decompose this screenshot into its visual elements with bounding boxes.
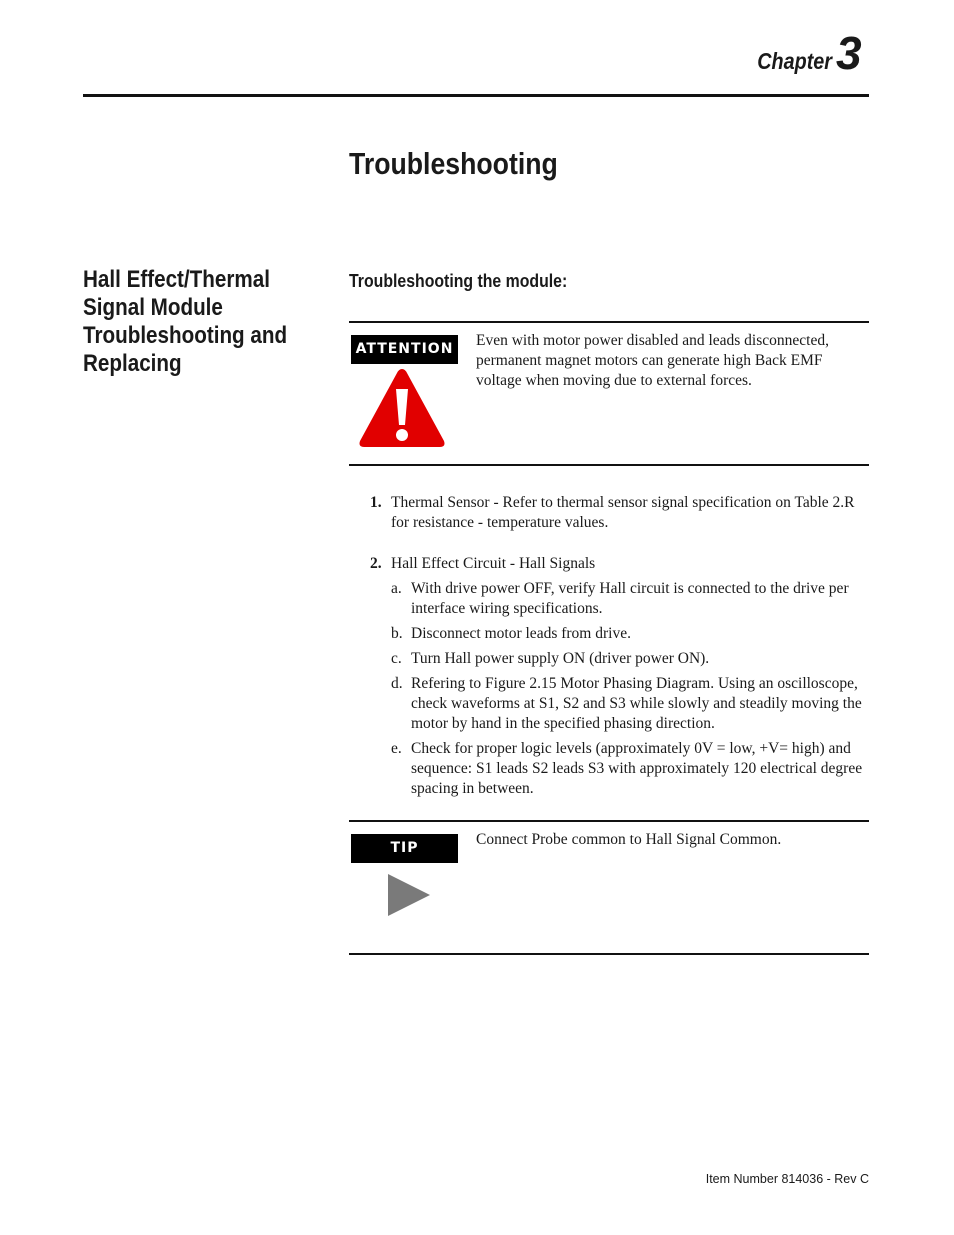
troubleshooting-steps (370, 493, 870, 804)
step-text: Hall Effect Circuit - Hall Signals (391, 555, 596, 572)
page-title: Troubleshooting (349, 146, 558, 181)
step-1 (370, 493, 870, 533)
step-number: 2. (370, 555, 382, 572)
chapter-label: Chapter (757, 48, 832, 74)
substep-e (370, 739, 870, 799)
tip-bottom-rule (349, 953, 869, 955)
step-text: Thermal Sensor - Refer to thermal sensor signal specification on Table 2.R for resistance - temperature values. (391, 494, 855, 531)
substep-text: Check for proper logic levels (approximately 0V = low, +V= high) and sequence: S1 leads S2 leads S3 with approximately 120 electrical degree spacing in between. (411, 740, 863, 797)
substep-a (370, 579, 870, 619)
substep-letter: d. (391, 675, 403, 692)
tip-label: TIP (351, 834, 458, 863)
attention-bottom-rule (349, 464, 869, 466)
attention-label: ATTENTION (351, 335, 458, 364)
step-2 (370, 554, 870, 574)
side-heading: Hall Effect/Thermal Signal Module Troubleshooting and Replacing (83, 266, 288, 377)
section-subtitle: Troubleshooting the module: (349, 271, 568, 291)
step-number: 1. (370, 494, 382, 511)
header-rule (83, 94, 869, 97)
substep-d (370, 674, 870, 734)
play-arrow-icon (386, 872, 432, 918)
substep-letter: b. (391, 625, 403, 642)
tip-text: Connect Probe common to Hall Signal Common. (476, 831, 782, 848)
warning-triangle-icon (356, 365, 448, 451)
substep-b (370, 624, 870, 644)
attention-top-rule (349, 321, 869, 323)
chapter-number: 3 (836, 27, 862, 79)
substep-letter: e. (391, 740, 402, 757)
substep-letter: c. (391, 650, 402, 667)
substep-text: Disconnect motor leads from drive. (411, 625, 631, 642)
step-2-substeps (370, 579, 870, 799)
substep-text: With drive power OFF, verify Hall circuit is connected to the drive per interface wiring specifications. (411, 580, 849, 617)
substep-text: Refering to Figure 2.15 Motor Phasing Diagram. Using an oscilloscope, check waveforms at S1, S2 and S3 while slowly and steadily moving the motor by hand in the specified phasing direction. (411, 675, 862, 732)
substep-c (370, 649, 870, 669)
substep-text: Turn Hall power supply ON (driver power ON). (411, 650, 710, 667)
tip-top-rule (349, 820, 869, 822)
attention-text: Even with motor power disabled and leads disconnected, permanent magnet motors can generate high Back EMF voltage when moving due to external forces. (476, 332, 829, 389)
substep-letter: a. (391, 580, 402, 597)
footer-item-number: Item Number 814036 - Rev C (705, 1172, 869, 1186)
